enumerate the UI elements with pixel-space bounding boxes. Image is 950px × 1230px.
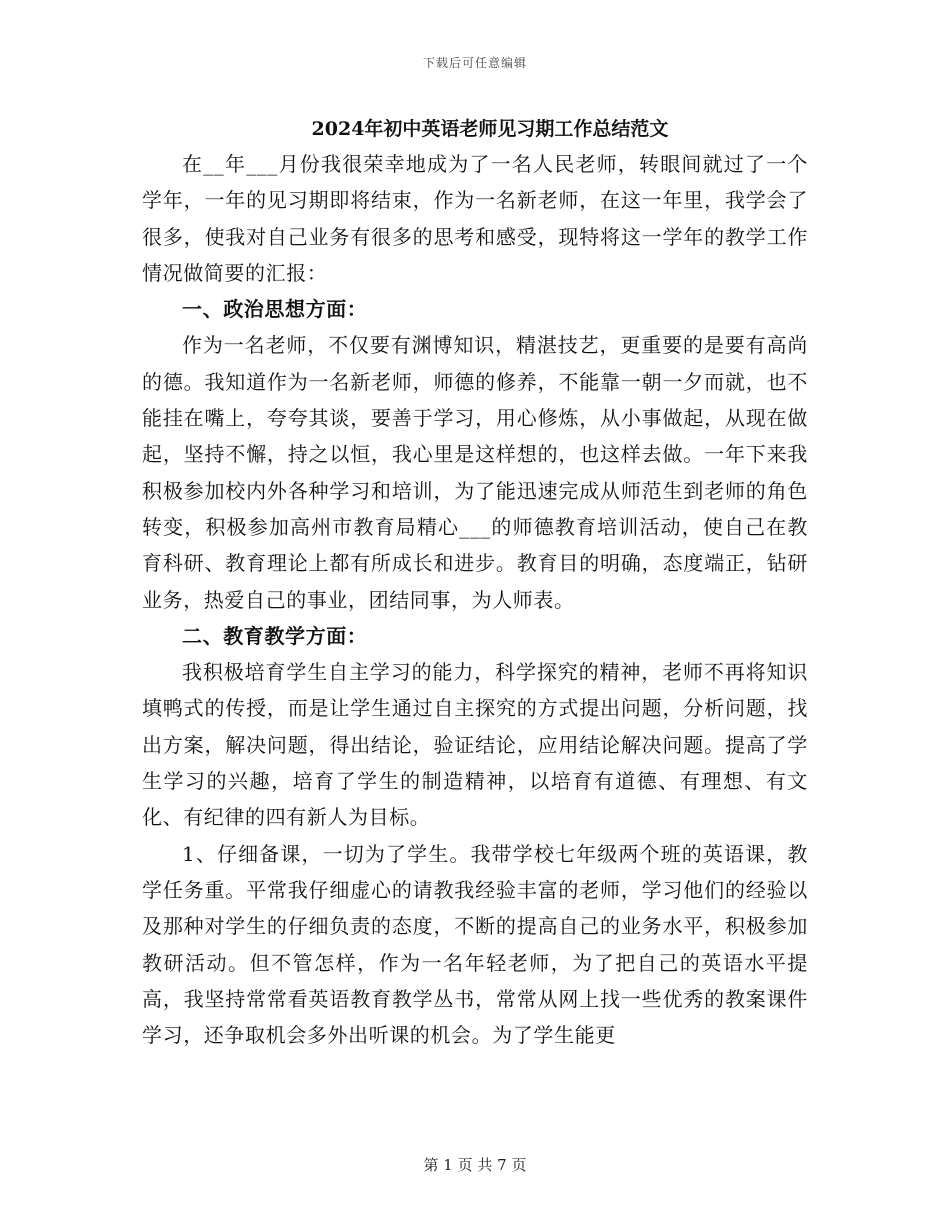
section-body-teaching: 我积极培育学生自主学习的能力，科学探究的精神，老师不再将知识填鸭式的传授，而是让学生通过自主探究的方式提出问题，分析问题，找出方案，解决问题，得出结论，验证结论，应用结论解决问题。提高了学生学习的兴趣，培育了学生的制造精神，以培育有道德、有理想、有文化、有纪律的四有新人为目标。	[142, 660, 808, 830]
page-number: 第 1 页 共 7 页	[423, 1156, 527, 1174]
section-heading-politics: 一、政治思想方面：	[182, 297, 368, 322]
teaching-item-1: 1、仔细备课，一切为了学生。我带学校七年级两个班的英语课，教学任务重。平常我仔细虚心的请教我经验丰富的老师，学习他们的经验以及那种对学生的仔细负责的态度，不断的提高自己的业务水平，积极参加教研活动。但不管怎样，作为一名年轻老师，为了把自己的英语水平提高，我坚持常常看英语教育教学丛书，常常从网上找一些优秀的教案课件学习，还争取机会多外出听课的机会。为了学生能更	[142, 841, 808, 1048]
section-heading-teaching: 二、教育教学方面：	[182, 623, 368, 648]
section-body-politics: 作为一名老师，不仅要有渊博知识，精湛技艺，更重要的是要有高尚的德。我知道作为一名新老师，师德的修养，不能靠一朝一夕而就，也不能挂在嘴上，夸夸其谈，要善于学习，用心修炼，从小事做起，从现在做起，坚持不懈，持之以恒，我心里是这样想的，也这样去做。一年下来我积极参加校内外各种学习和培训，为了能迅速完成从师范生到老师的角色转变，积极参加高州市教育局精心___的师德教育培训活动，使自己在教育科研、教育理论上都有所成长和进步。教育目的明确，态度端正，钻研业务，热爱自己的事业，团结同事，为人师表。	[142, 333, 808, 612]
document-body	[142, 112, 808, 1053]
intro-paragraph: 在__年___月份我很荣幸地成为了一名人民老师，转眼间就过了一个学年，一年的见习期即将结束，作为一名新老师，在这一年里，我学会了很多，使我对自己业务有很多的思考和感受，现特将这一学年的教学工作情况做简要的汇报：	[142, 152, 808, 285]
header-note: 下载后可任意编辑	[422, 56, 527, 70]
document-title: 2024年初中英语老师见习期工作总结范文	[311, 118, 669, 140]
